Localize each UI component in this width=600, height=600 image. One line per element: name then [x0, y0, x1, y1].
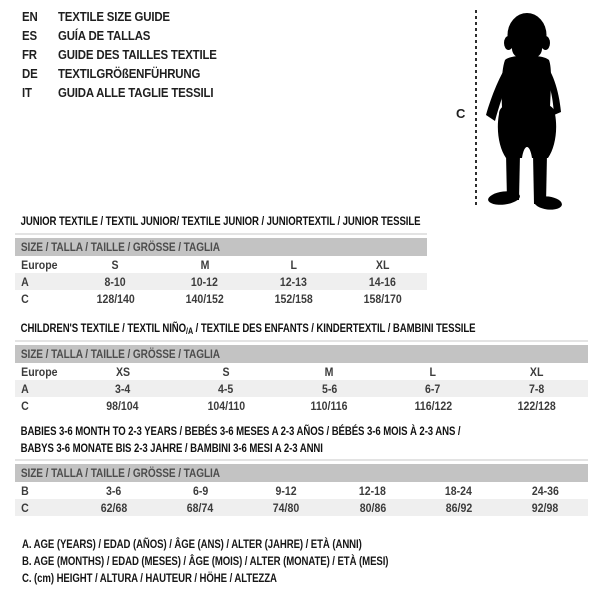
row-label: C [21, 500, 29, 515]
size-cell: M [325, 364, 334, 379]
table-row-age-months [15, 482, 588, 499]
age-cell: 12-18 [359, 483, 387, 498]
footnote-c: C. (cm) HEIGHT / ALTURA / HAUTEUR / HÖHE / ALTEZZA [22, 571, 277, 585]
height-cell: 98/104 [106, 398, 139, 413]
height-cell: 110/116 [310, 398, 348, 413]
age-cell: 24-36 [531, 483, 559, 498]
height-cell: 122/128 [517, 398, 556, 413]
size-cell: XL [375, 257, 390, 272]
height-cell: 80/86 [359, 500, 386, 515]
height-cell: 104/110 [207, 398, 245, 413]
age-cell: 3-4 [115, 381, 131, 396]
height-cell: 62/68 [100, 500, 128, 515]
row-label: Europe [21, 257, 58, 272]
size-header-bar [15, 238, 427, 256]
row-label: C [21, 398, 29, 413]
size-header-label: SIZE / TALLA / TAILLE / GRÖSSE / TAGLIA [20, 466, 220, 480]
childrens-size-table [15, 340, 588, 414]
size-cell: M [200, 257, 209, 272]
size-header-label: SIZE / TALLA / TAILLE / GRÖSSE / TAGLIA [20, 347, 220, 361]
language-code: IT [22, 85, 32, 100]
language-row-en [22, 7, 238, 26]
table-row-europe [15, 363, 588, 380]
row-label: Europe [21, 364, 58, 379]
size-cell: XS [115, 364, 130, 379]
size-header-label: SIZE / TALLA / TAILLE / GRÖSSE / TAGLIA [20, 240, 220, 254]
language-list [22, 7, 238, 102]
title-line-2: BABYS 3-6 MONATE BIS 2-3 JAHRE / BAMBINI 3-6 MESI A 2-3 ANNI [20, 441, 323, 455]
height-cell: 140/152 [185, 291, 224, 306]
language-code: DE [22, 66, 38, 81]
height-measure-label: C [456, 106, 466, 121]
table-row-height [15, 397, 588, 414]
junior-size-table [15, 233, 427, 307]
size-cell: S [111, 257, 120, 272]
babies-textile-section [15, 423, 588, 516]
babies-section-title [15, 423, 473, 457]
junior-section-title: JUNIOR TEXTILE / TEXTIL JUNIOR/ TEXTILE JUNIOR / JUNIORTEXTIL / JUNIOR TESSILE [20, 214, 421, 228]
age-cell: 14-16 [368, 274, 397, 289]
age-cell: 6-9 [192, 483, 208, 498]
height-dashed-line [475, 10, 477, 208]
language-row-it [22, 83, 238, 102]
height-cell: 86/92 [445, 500, 472, 515]
row-label: C [21, 291, 29, 306]
childrens-section-title [15, 321, 476, 336]
title-text: CHILDREN'S TEXTILE / TEXTIL NIÑO [20, 321, 187, 335]
size-cell: S [222, 364, 230, 379]
size-cell: XL [529, 364, 544, 379]
table-row-age [15, 273, 427, 290]
height-cell: 92/98 [531, 500, 559, 515]
title-subscript: /A [186, 326, 194, 336]
language-label: TEXTILGRÖßENFÜHRUNG [58, 66, 201, 81]
toddler-silhouette-icon [478, 8, 574, 210]
childrens-textile-section [15, 321, 588, 414]
title-line-1: BABIES 3-6 MONTH TO 2-3 YEARS / BEBÉS 3-6 MESES A 2-3 AÑOS / BÉBÉS 3-6 MOIS À 2-3 ANS / [20, 424, 461, 438]
language-label: TEXTILE SIZE GUIDE [58, 9, 170, 24]
footnote-a: A. AGE (YEARS) / EDAD (AÑOS) / ÂGE (ANS) / ALTER (JAHRE) / ETÀ (ANNI) [22, 537, 362, 551]
table-row-height [15, 499, 588, 516]
language-row-es [22, 26, 238, 45]
size-header-bar [15, 464, 588, 482]
footnotes [22, 536, 480, 587]
table-row-age [15, 380, 588, 397]
junior-textile-section [15, 214, 427, 307]
height-cell: 74/80 [273, 500, 300, 515]
age-cell: 10-12 [190, 274, 219, 289]
height-cell: 128/140 [96, 291, 135, 306]
age-cell: 4-5 [218, 381, 234, 396]
row-label: A [21, 381, 29, 396]
title-text: / TEXTILE DES ENFANTS / KINDERTEXTIL / BAMBINI TESSILE [193, 321, 476, 335]
language-code: FR [22, 47, 37, 62]
language-label: GUÍA DE TALLAS [58, 28, 151, 43]
language-label: GUIDE DES TAILLES TEXTILE [58, 47, 217, 62]
age-cell: 18-24 [445, 483, 473, 498]
language-label: GUIDA ALLE TAGLIE TESSILI [58, 85, 214, 100]
age-cell: 12-13 [279, 274, 308, 289]
size-cell: L [290, 257, 297, 272]
language-row-fr [22, 45, 238, 64]
babies-size-table [15, 459, 588, 516]
height-cell: 158/170 [363, 291, 402, 306]
language-code: EN [22, 9, 38, 24]
age-cell: 3-6 [106, 483, 122, 498]
row-label: B [21, 483, 29, 498]
language-code: ES [22, 28, 37, 43]
size-header-bar [15, 345, 588, 363]
age-cell: 5-6 [321, 381, 338, 396]
age-cell: 6-7 [425, 381, 441, 396]
size-cell: L [429, 364, 437, 379]
age-cell: 9-12 [275, 483, 297, 498]
language-row-de [22, 64, 238, 83]
table-row-europe [15, 256, 427, 273]
height-cell: 68/74 [187, 500, 214, 515]
age-cell: 8-10 [104, 274, 127, 289]
height-cell: 152/158 [274, 291, 313, 306]
footnote-b: B. AGE (MONTHS) / EDAD (MESES) / ÂGE (MOIS) / ALTER (MONATE) / ETÀ (MESI) [22, 554, 389, 568]
row-label: A [21, 274, 29, 289]
age-cell: 7-8 [528, 381, 544, 396]
table-row-height [15, 290, 427, 307]
height-cell: 116/122 [414, 398, 452, 413]
